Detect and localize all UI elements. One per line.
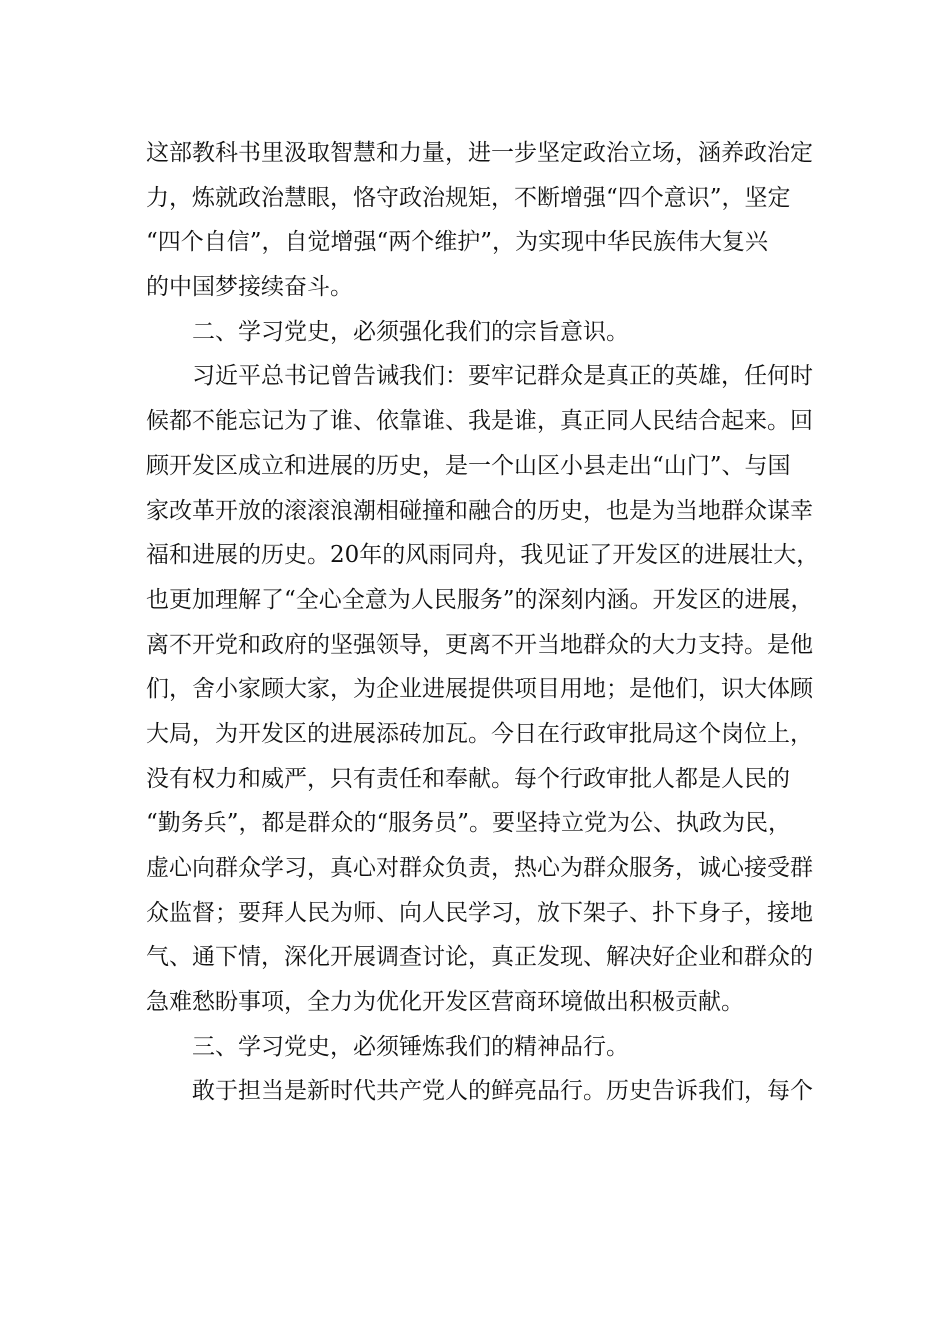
- text-line: 也更加理解了“全心全意为人民服务”的深刻内涵。开发区的进展，: [146, 586, 814, 613]
- text-line: 候都不能忘记为了谁、依靠谁、我是谁，真正同人民结合起来。回: [146, 408, 813, 435]
- text-line: 力，炼就政治慧眼，恪守政治规矩，不断增强“四个意识”，坚定: [146, 184, 791, 211]
- text-line: 家改革开放的滚滚浪潮相碰撞和融合的历史，也是为当地群众谋幸: [146, 497, 813, 524]
- text-line: 习近平总书记曾告诫我们：要牢记群众是真正的英雄，任何时: [146, 363, 813, 390]
- text-line: 众监督；要拜人民为师、向人民学习，放下架子、扑下身子，接地: [146, 899, 813, 926]
- text-line: 这部教科书里汲取智慧和力量，进一步坚定政治立场，涵养政治定: [146, 140, 813, 166]
- text-line: 顾开发区成立和进展的历史，是一个山区小县走出“山门”、与国: [146, 452, 791, 479]
- section-heading-3: 三、学习党史，必须锤炼我们的精神品行。: [146, 1033, 629, 1060]
- text-line: 没有权力和威严，只有责任和奉献。每个行政审批人都是人民的: [146, 765, 790, 792]
- text-line: 气、通下情，深化开展调查讨论，真正发现、解决好企业和群众的: [146, 944, 813, 971]
- text-line: 的中国梦接续奋斗。: [146, 274, 353, 301]
- text-line: 离不开党和政府的坚强领导，更离不开当地群众的大力支持。是他: [146, 631, 813, 658]
- body-text: [146, 131, 826, 1114]
- text-line: “勤务兵”，都是群众的“服务员”。要坚持立党为公、执政为民，: [146, 810, 792, 837]
- text-line: 们，舍小家顾大家，为企业进展提供项目用地；是他们，识大体顾: [146, 676, 813, 703]
- section-heading-2: 二、学习党史，必须强化我们的宗旨意识。: [146, 318, 629, 345]
- text-line: 敢于担当是新时代共产党人的鲜亮品行。历史告诉我们，每个: [146, 1078, 813, 1105]
- text-line: “四个自信”，自觉增强“两个维护”，为实现中华民族伟大复兴: [146, 229, 769, 256]
- text-line: 大局，为开发区的进展添砖加瓦。今日在行政审批局这个岗位上，: [146, 720, 813, 747]
- text-line: 虚心向群众学习，真心对群众负责，热心为群众服务，诚心接受群: [146, 855, 813, 881]
- text-line: 福和进展的历史。20年的风雨同舟，我见证了开发区的进展壮大，: [146, 542, 820, 569]
- text-line: 急难愁盼事项，全力为优化开发区营商环境做出积极贡献。: [146, 989, 744, 1016]
